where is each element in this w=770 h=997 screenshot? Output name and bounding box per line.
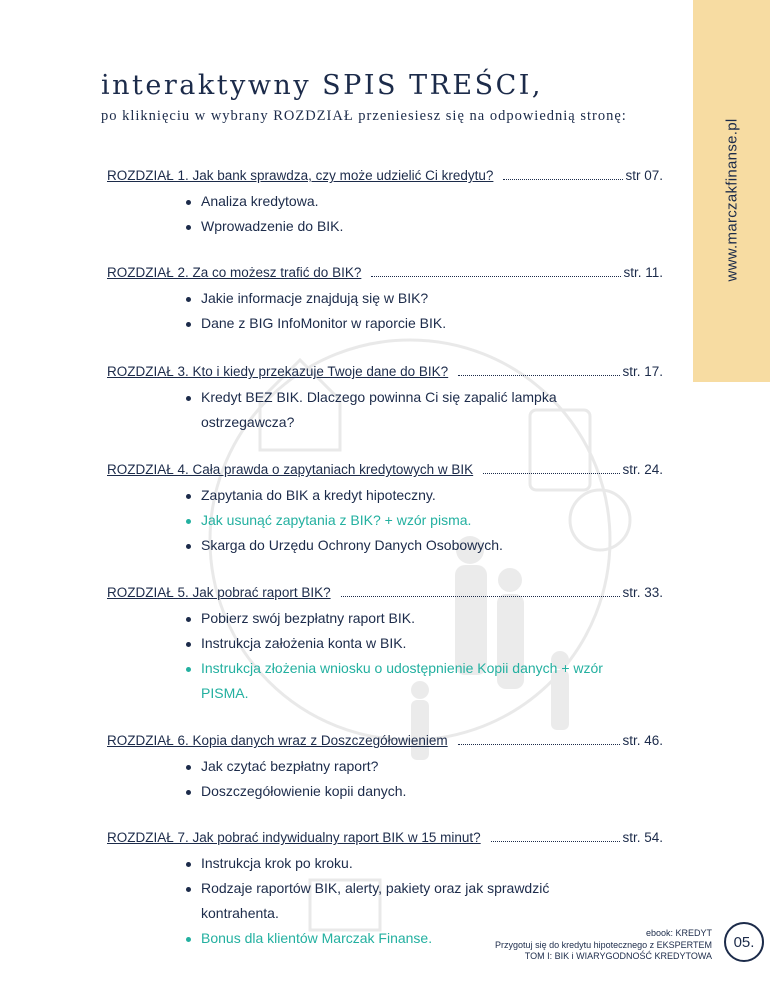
chapter-title[interactable]: ROZDZIAŁ 6. Kopia danych wraz z Doszczegółowieniem — [107, 733, 448, 748]
topic-item: Kredyt BEZ BIK. Dlaczego powinna Ci się zapalić lampka ostrzegawcza? — [201, 385, 621, 435]
chapter-page: str. 54. — [622, 830, 663, 845]
chapter-page: str. 24. — [622, 462, 663, 477]
topic-item: Analiza kredytowa. — [201, 189, 663, 214]
page-number: 05. — [733, 933, 755, 951]
chapter-3 — [107, 363, 663, 435]
chapter-link[interactable] — [107, 264, 663, 282]
chapter-topics — [107, 483, 663, 558]
chapter-page: str. 17. — [622, 364, 663, 379]
page-title: interaktywny SPIS TREŚCI, — [101, 70, 544, 101]
topic-item: Rodzaje raportów BIK, alerty, pakiety oraz jak sprawdzić kontrahenta. — [201, 876, 621, 926]
chapter-1 — [107, 167, 663, 239]
topic-item: Skarga do Urzędu Ochrony Danych Osobowych. — [201, 533, 663, 558]
chapter-title[interactable]: ROZDZIAŁ 3. Kto i kiedy przekazuje Twoje dane do BIK? — [107, 364, 449, 379]
chapter-4 — [107, 461, 663, 558]
chapter-6 — [107, 732, 663, 804]
website-url[interactable]: www.marczakfinanse.pl — [723, 118, 740, 282]
chapter-page: str. 46. — [622, 733, 663, 748]
dot-leader — [491, 840, 621, 842]
chapter-page: str. 11. — [623, 265, 663, 280]
sidebar-banner — [693, 0, 770, 382]
chapter-link[interactable] — [107, 584, 663, 602]
chapter-title[interactable]: ROZDZIAŁ 5. Jak pobrać raport BIK? — [107, 585, 331, 600]
chapter-page: str 07. — [625, 168, 663, 183]
chapter-title[interactable]: ROZDZIAŁ 2. Za co możesz trafić do BIK? — [107, 265, 362, 280]
chapter-topics — [107, 606, 663, 706]
chapter-title[interactable]: ROZDZIAŁ 7. Jak pobrać indywidualny raport BIK w 15 minut? — [107, 830, 481, 845]
chapter-link[interactable] — [107, 732, 663, 750]
dot-leader — [458, 374, 620, 376]
dot-leader — [503, 178, 623, 180]
chapter-topics — [107, 385, 663, 435]
topic-item: Jak czytać bezpłatny raport? — [201, 754, 663, 779]
dot-leader — [458, 743, 621, 745]
chapter-title[interactable]: ROZDZIAŁ 1. Jak bank sprawdza, czy może udzielić Ci kredytu? — [107, 168, 494, 183]
chapter-link[interactable] — [107, 167, 663, 185]
chapter-topics — [107, 286, 663, 336]
footer-line-2: Przygotuj się do kredytu hipotecznego z EKSPERTEM — [495, 939, 712, 950]
chapter-2 — [107, 264, 663, 336]
topic-item: Jakie informacje znajdują się w BIK? — [201, 286, 663, 311]
dot-leader — [371, 275, 621, 277]
page-subtitle: po kliknięciu w wybrany ROZDZIAŁ przeniesiesz się na odpowiednią stronę: — [101, 108, 627, 124]
chapter-5 — [107, 584, 663, 706]
chapter-link[interactable] — [107, 461, 663, 479]
topic-item[interactable]: Bonus dla klientów Marczak Finanse. — [201, 926, 621, 951]
dot-leader — [483, 472, 620, 474]
footer-line-1: ebook: KREDYT — [645, 928, 712, 938]
topic-item: Pobierz swój bezpłatny raport BIK. — [201, 606, 621, 631]
dot-leader — [341, 595, 621, 597]
chapter-topics — [107, 754, 663, 804]
topic-item: Instrukcja krok po kroku. — [201, 851, 621, 876]
topic-item[interactable]: Instrukcja złożenia wniosku o udostępnienie Kopii danych + wzór PISMA. — [201, 656, 621, 706]
topic-item: Zapytania do BIK a kredyt hipoteczny. — [201, 483, 663, 508]
topic-item: Dane z BIG InfoMonitor w raporcie BIK. — [201, 311, 663, 336]
footer-line-3: TOM I: BIK i WIARYGODNOŚĆ KREDYTOWA — [524, 951, 712, 961]
topic-item[interactable]: Jak usunąć zapytania z BIK? + wzór pisma. — [201, 508, 663, 533]
footer-book-info — [495, 928, 712, 963]
chapter-link[interactable] — [107, 363, 663, 381]
topic-item: Doszczegółowienie kopii danych. — [201, 779, 663, 804]
topic-item: Instrukcja założenia konta w BIK. — [201, 631, 621, 656]
topic-item: Wprowadzenie do BIK. — [201, 214, 663, 239]
page-number-badge — [724, 922, 764, 962]
chapter-link[interactable] — [107, 829, 663, 847]
chapter-topics — [107, 189, 663, 239]
chapter-page: str. 33. — [622, 585, 663, 600]
chapter-title[interactable]: ROZDZIAŁ 4. Cała prawda o zapytaniach kredytowych w BIK — [107, 462, 474, 477]
